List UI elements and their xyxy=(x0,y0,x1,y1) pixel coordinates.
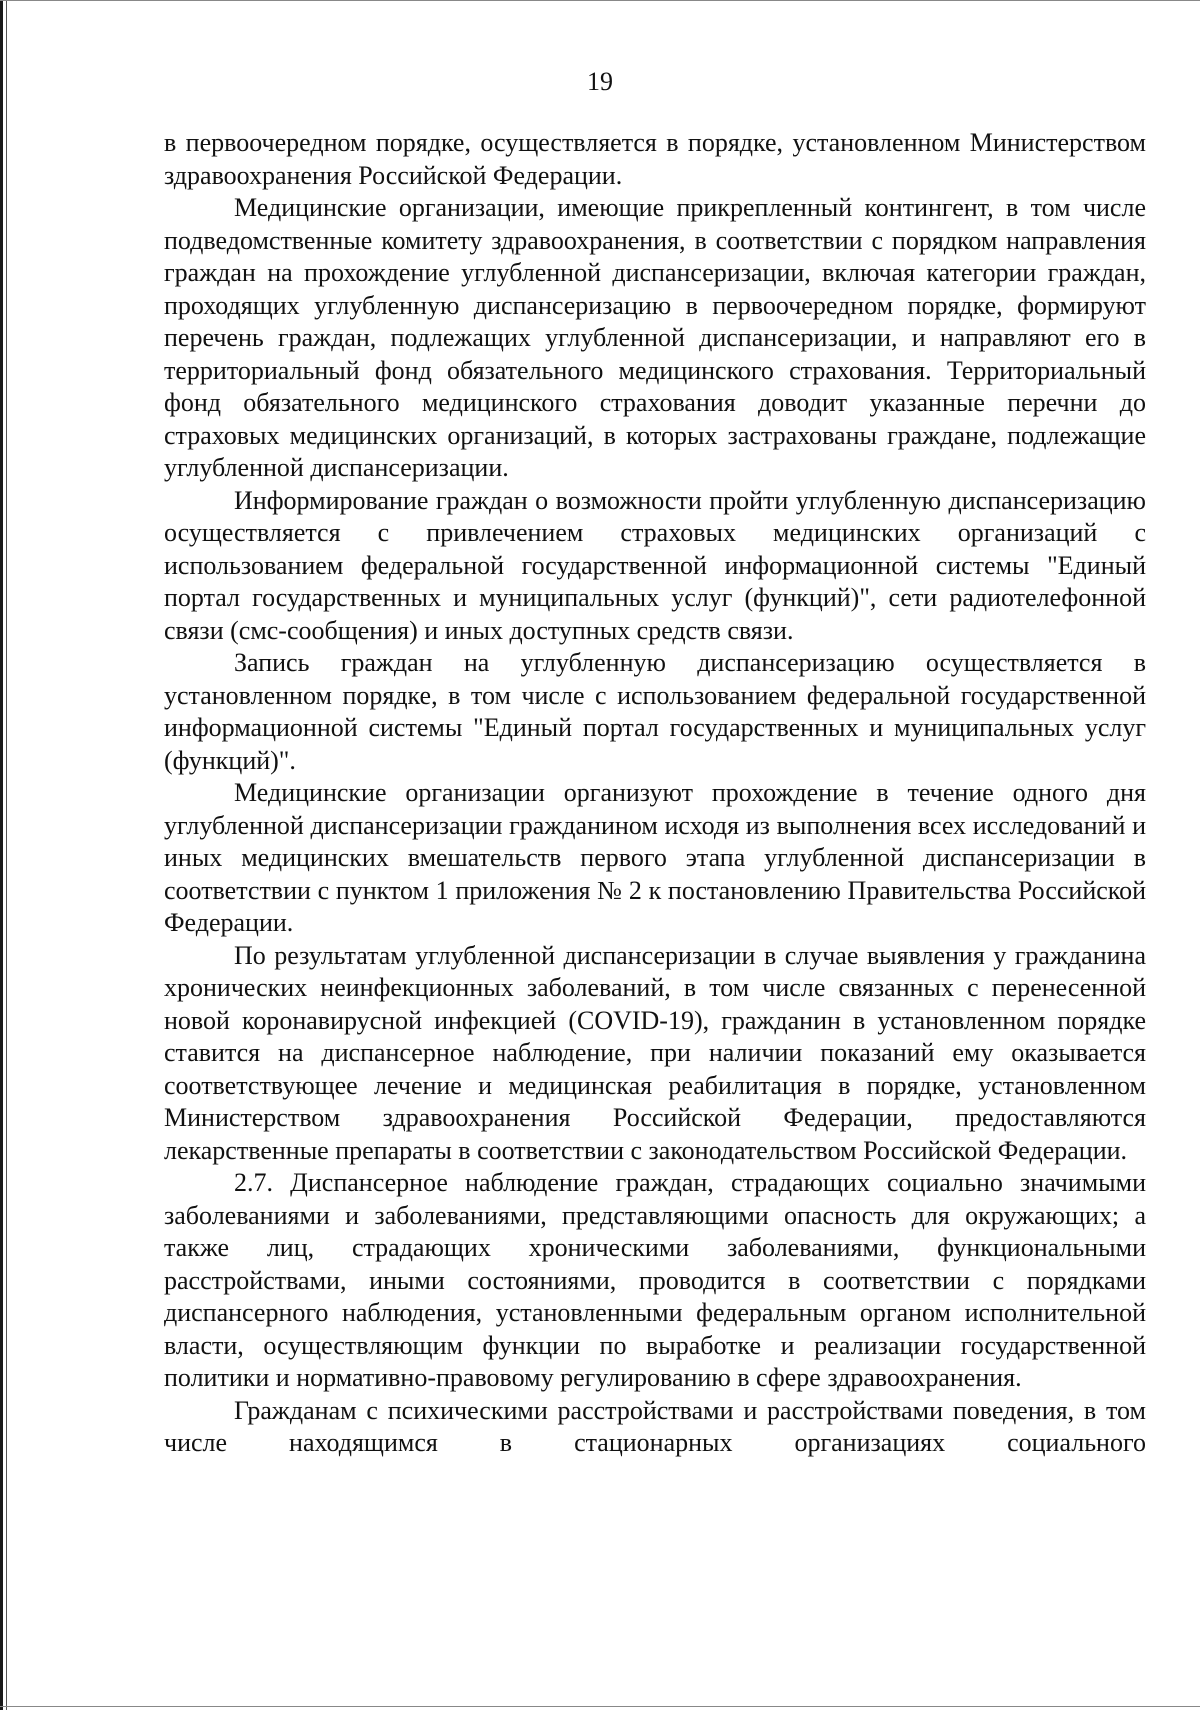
paragraph-results: По результатам углубленной диспансеризации в случае выявления у гражданина хронических неинфекционных заболеваний, в том числе связанных с перенесенной новой коронавирусной инфекцией (COVID-19), гражданин в установленном порядке ставится на диспансерное наблюдение, при наличии показаний ему оказывается соответствующее лечение и медицинская реабилитация в порядке, установленном Министерством здравоохранения Российской Федерации, предоставляются лекарственные препараты в соответствии с законодательством Российской Федерации. xyxy=(164,940,1146,1165)
paragraph-mental-disorders: Гражданам с психическими расстройствами и расстройствами поведения, в том числе находящимся в стационарных организациях социального xyxy=(164,1395,1146,1457)
scan-edge-bottom xyxy=(0,1706,1200,1707)
paragraph-continuation: в первоочередном порядке, осуществляется в порядке, установленном Министерством здравоохранения Российской Федерации. xyxy=(164,128,1146,190)
paragraph-one-day-examination: Медицинские организации организуют прохождение в течение одного дня углубленной диспансеризации гражданином исходя из выполнения всех исследований и иных медицинских вмешательств первого этапа углубленной диспансеризации в соответствии с пунктом 1 приложения № 2 к постановлению Правительства Российской Федерации. xyxy=(164,778,1146,937)
paragraph-informing-citizens: Информирование граждан о возможности пройти углубленную диспансеризацию осуществляется с привлечением страховых медицинских организаций с использованием федеральной государственной информационной системы "Единый портал государственных и муниципальных услуг (функций)", сети радиотелефонной связи (смс-сообщения) и иных доступных средств связи. xyxy=(164,485,1146,645)
paragraph-medical-organizations: Медицинские организации, имеющие прикрепленный контингент, в том числе подведомственные комитету здравоохранения, в соответствии с порядком направления граждан на прохождение углубленной диспансеризации, включая категории граждан, проходящих углубленную диспансеризацию в первоочередном порядке, формируют перечень граждан, подлежащих углубленной диспансеризации, и направляют его в территориальный фонд обязательного медицинского страхования. Территориальный фонд обязательного медицинского страхования доводит указанные перечни до страховых медицинских организаций, в которых застрахованы граждане, подлежащие углубленной диспансеризации. xyxy=(164,193,1146,482)
paragraph-section-2-7: 2.7. Диспансерное наблюдение граждан, страдающих социально значимыми заболеваниями и заболеваниями, представляющими опасность для окружающих; а также лиц, страдающих хроническими заболеваниями, функциональными расстройствами, иными состояниями, проводится в соответствии с порядками диспансерного наблюдения, установленными федеральным органом исполнительной власти, осуществляющим функции по выработке и реализации государственной политики и нормативно-правовому регулированию в сфере здравоохранения. xyxy=(164,1168,1146,1392)
page-number: 19 xyxy=(587,67,613,96)
scan-edge-left xyxy=(0,0,3,1710)
scan-edge-top xyxy=(0,0,1200,1)
scan-edge-left-inner xyxy=(6,0,7,1710)
paragraph-registration: Запись граждан на углубленную диспансеризацию осуществляется в установленном порядке, в том числе с использованием федеральной государственной информационной системы "Единый портал государственных и муниципальных услуг (функций)". xyxy=(164,648,1146,775)
document-body xyxy=(164,127,1146,1460)
